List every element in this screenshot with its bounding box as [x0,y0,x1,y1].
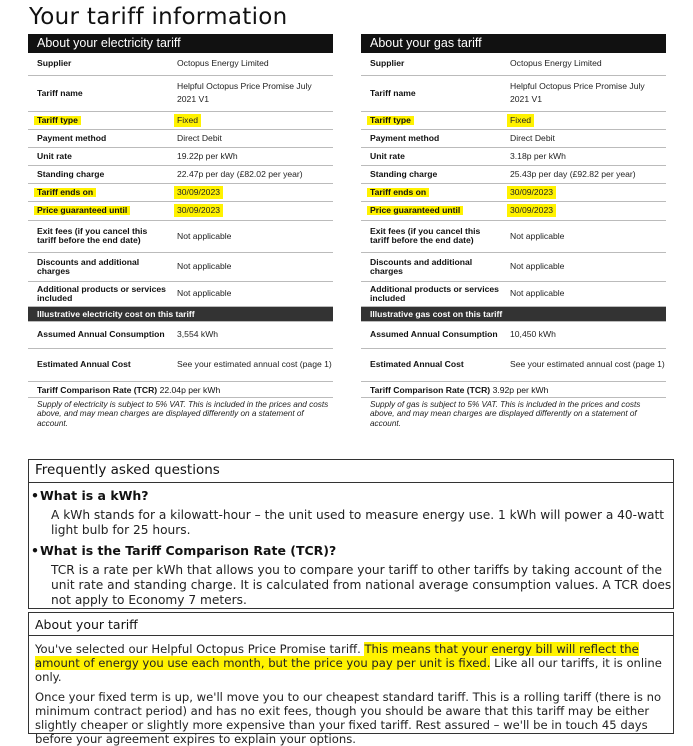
row-value: 30/09/2023 [507,186,556,199]
row-label: Tariff name [370,87,416,98]
row-label-cell [361,321,504,348]
row-value: Not applicable [177,261,232,271]
row-label: Tariff name [37,87,83,98]
row-label-cell [361,348,504,381]
row-value-cell [171,201,333,220]
row-value-cell [171,183,333,201]
row-value-cell [504,129,666,147]
electricity-tariff-row [28,183,333,201]
tcr-label: Tariff Comparison Rate (TCR) [370,384,491,395]
gas-tariff-table [361,53,666,382]
gas-tariff-panel [361,34,666,428]
row-label: Supplier [370,58,405,69]
row-value-cell [171,129,333,147]
row-value-cell [504,201,666,220]
gas-tariff-row [361,111,666,129]
electricity-tariff-row [28,111,333,129]
row-value-cell [504,252,666,281]
row-value: Helpful Octopus Price Promise July 2021 V1 [510,81,645,104]
faq-question-tcr [31,543,673,558]
electricity-vat-note: Supply of electricity is subject to 5% VAT. This is included in the prices and costs above, and may mean charges are displayed differently on a statement of account. [37,399,329,428]
faq-divider [29,482,673,483]
electricity-tariff-row [28,147,333,165]
row-label-cell [28,281,171,306]
row-value-cell [504,75,666,111]
row-value-cell [171,75,333,111]
row-label: Unit rate [37,150,72,161]
row-label: Assumed Annual Consumption [37,329,165,339]
electricity-tariff-row [28,281,333,306]
row-label-cell [361,252,504,281]
row-value: 3,554 kWh [177,329,219,339]
row-value-cell [504,281,666,306]
row-value: 10,450 kWh [510,329,556,339]
row-value: Fixed [507,114,534,127]
gas-tariff-row [361,281,666,306]
about-p1-highlight: This means that your energy bill will reflect the amount of energy you use each month, but the price you pay per unit is fixed. [35,642,639,670]
row-value-cell [504,220,666,252]
row-value: Not applicable [177,230,232,241]
row-value: 19.22p per kWh [177,150,238,161]
electricity-tcr [28,382,333,398]
gas-tariff-header: About your gas tariff [361,34,666,53]
faq-question-text: What is the Tariff Comparison Rate (TCR)? [40,543,337,558]
row-value: 30/09/2023 [174,186,223,199]
row-label: Standing charge [37,168,105,179]
faq-question-text: What is a kWh? [40,488,149,503]
row-label: Price guaranteed until [367,206,463,215]
row-value-cell [504,348,666,381]
gas-vat-note: Supply of gas is subject to 5% VAT. This is included in the prices and costs above, and may mean charges are displayed differently on a statement of account. [370,399,641,428]
row-label: Unit rate [370,150,405,161]
row-value: Fixed [174,114,201,127]
row-value: Octopus Energy Limited [510,58,602,69]
faq-box [28,459,674,609]
row-label-cell [28,201,171,220]
about-tariff-title: About your tariff [29,613,673,636]
row-value: 25.43p per day (£92.82 per year) [510,168,636,179]
cost-header: Illustrative gas cost on this tariff [361,306,666,321]
row-label-cell [361,75,504,111]
row-label: Discounts and additional charges [37,256,140,276]
row-value: Direct Debit [510,132,555,143]
row-value-cell [171,348,333,381]
row-value: Not applicable [510,230,565,241]
gas-cost-row [361,348,666,381]
gas-tariff-row [361,75,666,111]
row-value-cell [171,220,333,252]
faq-answer-kwh: A kWh stands for a kilowatt-hour – the unit used to measure energy use. 1 kWh will power a 40-watt light bulb for 25 hours. [51,508,665,537]
electricity-tariff-row [28,75,333,111]
row-value-cell [171,147,333,165]
row-label: Exit fees (if you cancel this tariff before the end date) [37,226,148,245]
row-value: 30/09/2023 [507,204,556,217]
row-label-cell [28,252,171,281]
electricity-cost-row [28,321,333,348]
row-label: Tariff type [367,116,414,125]
row-label-cell [361,129,504,147]
row-label-cell [361,147,504,165]
row-value: See your estimated annual cost (page 1) [510,359,665,369]
row-label-cell [28,348,171,381]
row-label-cell [28,75,171,111]
gas-tariff-row [361,201,666,220]
faq-answer-tcr: TCR is a rate per kWh that allows you to compare your tariff to other tariffs by taking account of the unit rate and standing charge. It is calculated from national average consumption values. A TCR does not apply to Economy 7 meters. [51,563,672,607]
tcr-value: 22.04p per kWh [159,384,221,395]
row-value: Not applicable [510,288,565,298]
electricity-tariff-table [28,53,333,382]
row-label: Payment method [37,132,107,143]
row-label-cell [361,165,504,183]
row-label-cell [361,201,504,220]
gas-tariff-row [361,129,666,147]
about-tariff-paragraph-1 [29,642,673,684]
row-label: Payment method [370,132,440,143]
electricity-cost-row [28,348,333,381]
row-label-cell [28,147,171,165]
row-label-cell [28,111,171,129]
row-label: Supplier [37,58,72,69]
bullet-icon: • [31,488,39,503]
electricity-tariff-row [28,165,333,183]
row-label: Standing charge [370,168,438,179]
row-value: 30/09/2023 [174,204,223,217]
row-label: Tariff ends on [367,188,429,197]
row-label: Estimated Annual Cost [370,359,464,369]
gas-cost-row [361,321,666,348]
row-value: 22.47p per day (£82.02 per year) [177,168,303,179]
electricity-tariff-row [28,201,333,220]
row-value-cell [171,53,333,75]
row-value-cell [504,111,666,129]
row-value-cell [171,281,333,306]
about-p1-start: You've selected our Helpful Octopus Price Promise tariff. [35,642,365,656]
about-tariff-box [28,612,674,746]
electricity-cost-header-row [28,306,333,321]
row-value: See your estimated annual cost (page 1) [177,359,332,369]
row-label-cell [28,220,171,252]
row-label: Tariff ends on [34,188,96,197]
row-label: Additional products or services included [37,283,166,303]
row-value-cell [504,165,666,183]
row-label: Additional products or services included [370,283,499,303]
gas-tariff-row [361,147,666,165]
electricity-tariff-row [28,53,333,75]
faq-question-kwh [31,488,673,503]
electricity-tariff-header: About your electricity tariff [28,34,333,53]
row-label: Tariff type [34,116,81,125]
gas-cost-header-row [361,306,666,321]
row-value-cell [171,111,333,129]
gas-tariff-row [361,220,666,252]
row-label-cell [361,111,504,129]
row-label: Estimated Annual Cost [37,359,131,369]
row-value: Octopus Energy Limited [177,58,269,69]
row-value: Not applicable [510,261,565,271]
row-label-cell [28,53,171,75]
row-label-cell [28,321,171,348]
gas-tcr [361,382,666,398]
row-label-cell [361,220,504,252]
row-value-cell [171,252,333,281]
electricity-tariff-panel [28,34,333,428]
electricity-tariff-row [28,220,333,252]
about-tariff-paragraph-2: Once your fixed term is up, we'll move you to our cheapest standard tariff. This is a rolling tariff (there is no minimum contract period) and has no exit fees, though you should be aware that this tariff may be either slightly cheaper or slightly more expensive than your fixed tariff. Rest assured – we'll be in touch 45 days before your agreement expires to explain your options. [35,690,662,746]
row-value: Helpful Octopus Price Promise July 2021 V1 [177,81,312,104]
gas-tariff-row [361,183,666,201]
row-value-cell [504,321,666,348]
row-value-cell [504,183,666,201]
row-label-cell [28,129,171,147]
about-p1-end: Like all our tariffs, it is online only. [35,656,662,684]
row-label: Discounts and additional charges [370,256,473,276]
row-label-cell [361,53,504,75]
row-value: Not applicable [177,288,232,298]
row-label: Assumed Annual Consumption [370,329,498,339]
row-label-cell [361,281,504,306]
row-value-cell [171,165,333,183]
row-label: Exit fees (if you cancel this tariff before the end date) [370,226,481,245]
row-label-cell [28,183,171,201]
gas-tariff-row [361,53,666,75]
electricity-tariff-row [28,129,333,147]
row-value: 3.18p per kWh [510,150,566,161]
electricity-tariff-row [28,252,333,281]
row-label-cell [28,165,171,183]
gas-tariff-row [361,165,666,183]
row-label-cell [361,183,504,201]
row-value-cell [504,53,666,75]
row-label: Price guaranteed until [34,206,130,215]
page-title: Your tariff information [29,4,288,30]
cost-header: Illustrative electricity cost on this tariff [28,306,333,321]
faq-title: Frequently asked questions [35,462,220,478]
row-value: Direct Debit [177,132,222,143]
tcr-value: 3.92p per kWh [492,384,549,395]
row-value-cell [504,147,666,165]
bullet-icon: • [31,543,39,558]
tcr-label: Tariff Comparison Rate (TCR) [37,384,158,395]
gas-tariff-row [361,252,666,281]
row-value-cell [171,321,333,348]
